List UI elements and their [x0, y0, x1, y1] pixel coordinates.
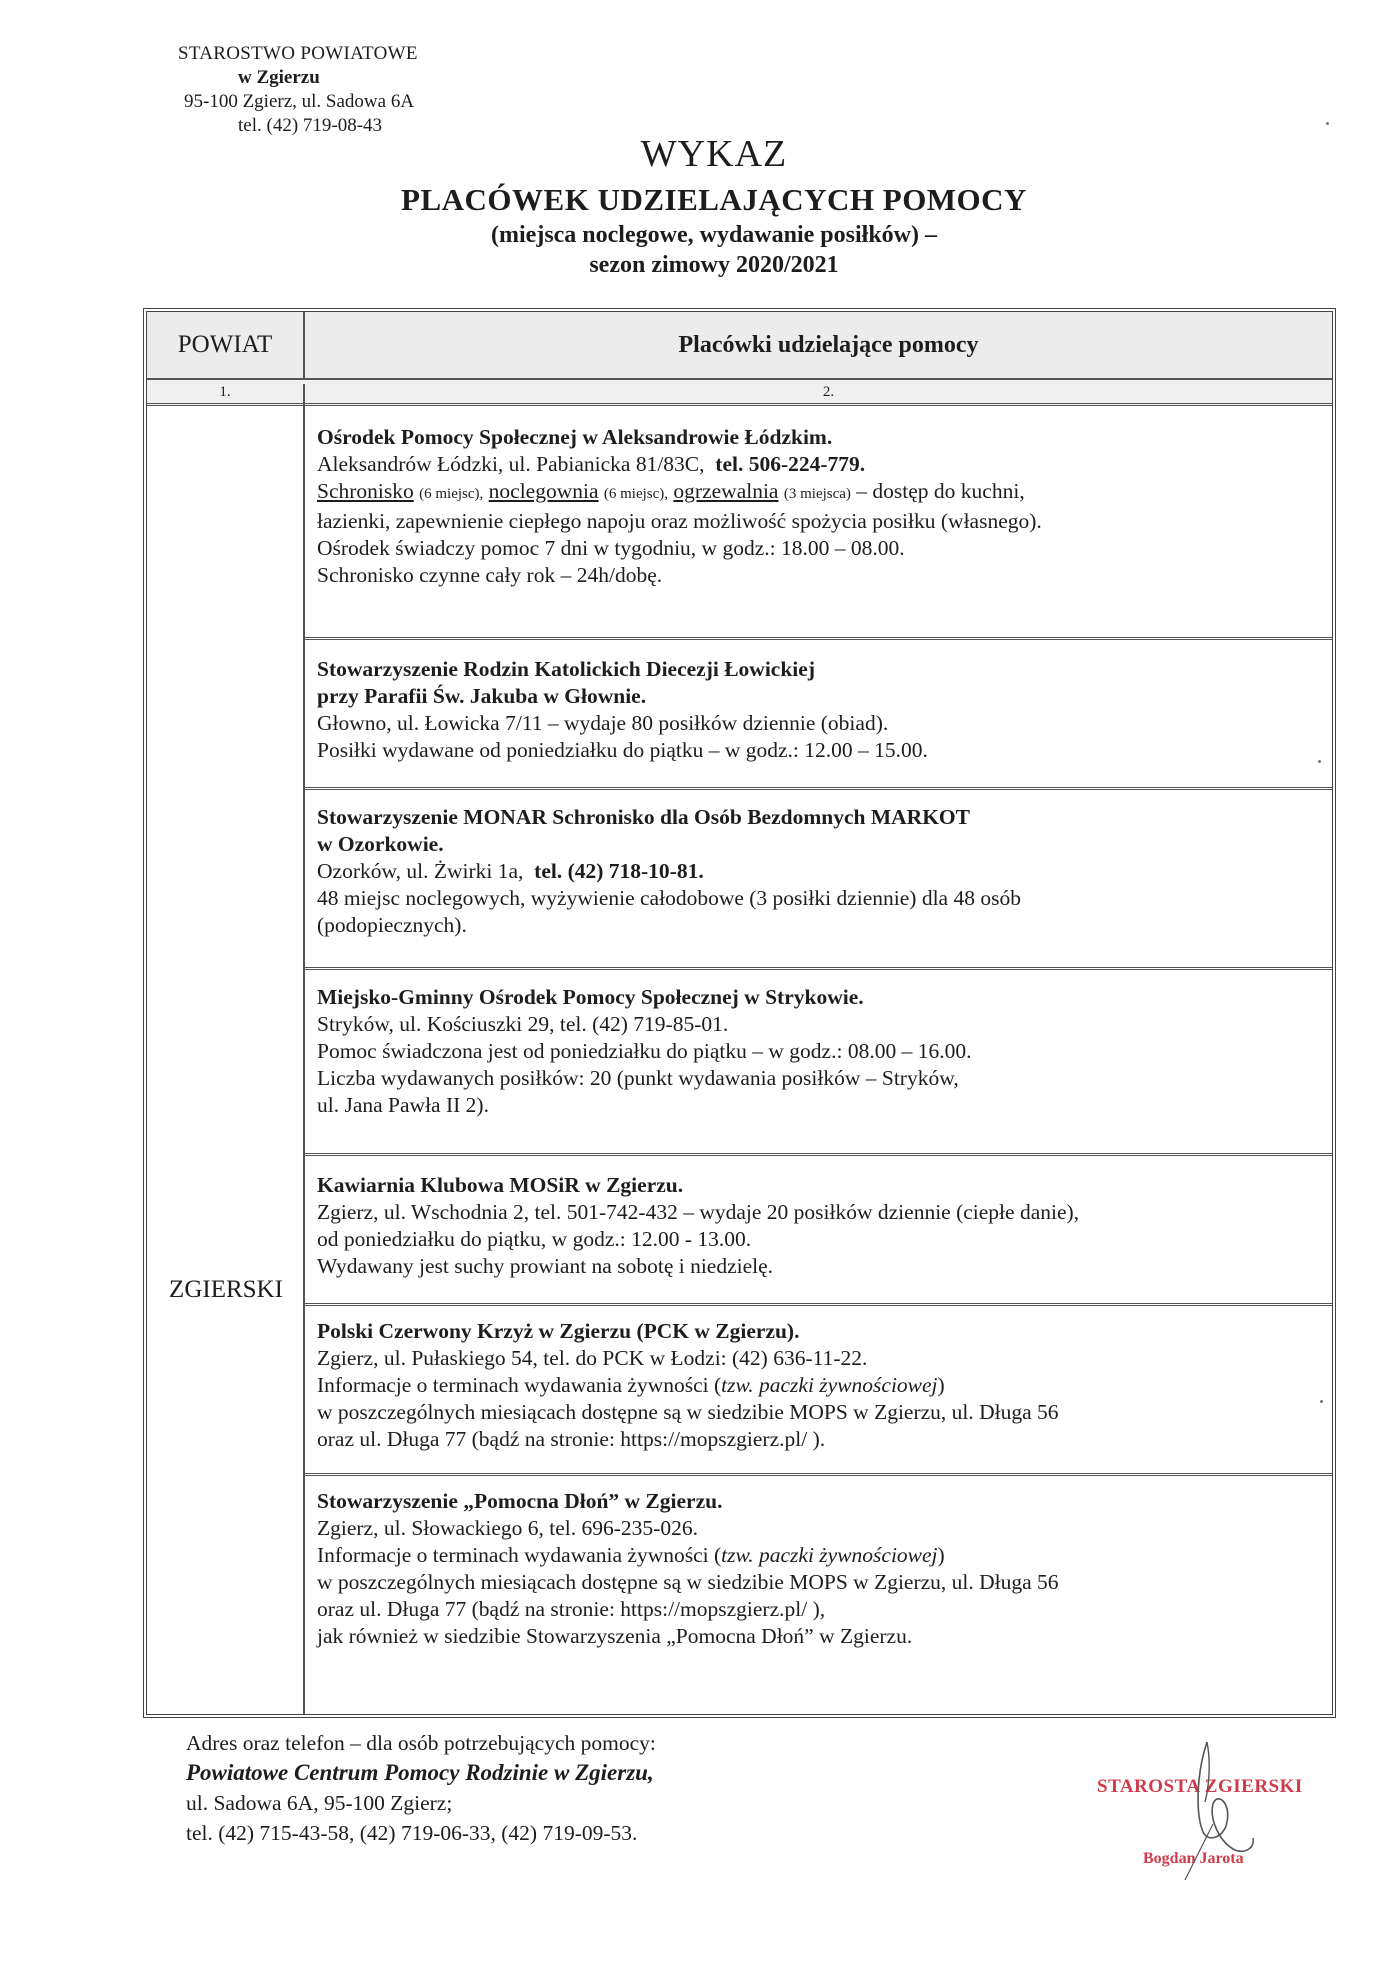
col-header-facilities: Placówki udzielające pomocy [678, 331, 979, 358]
footer-contact [186, 1728, 656, 1848]
service-warming-room: ogrzewalnia [673, 479, 779, 503]
facility-address: Ozorków, ul. Żwirki 1a, [317, 859, 524, 883]
facility-name: Polski Czerwony Krzyż w Zgierzu (PCK w Zgierzu). [317, 1319, 800, 1343]
facility-hours: od poniedziałku do piątku, w godz.: 12.00 - 13.00. [317, 1227, 752, 1251]
office-name: STAROSTWO POWIATOWE [178, 43, 418, 64]
facility-address: Głowno, ul. Łowicka 7/11 – wydaje 80 posiłków dziennie (obiad). [317, 711, 889, 735]
facility-info-line [317, 1372, 1332, 1399]
facility-entry [305, 406, 1332, 640]
facility-address: Aleksandrów Łódzki, ul. Pabianicka 81/83C, [317, 452, 705, 476]
facility-availability: Schronisko czynne cały rok – 24h/dobę. [317, 563, 663, 587]
facility-info-end: ) [937, 1543, 945, 1567]
facility-hours: Ośrodek świadczy pomoc 7 dni w tygodniu, w godz.: 18.00 – 08.00. [317, 536, 905, 560]
facility-name: Stowarzyszenie „Pomocna Dłoń” w Zgierzu. [317, 1489, 723, 1513]
facility-entry [305, 640, 1332, 790]
facility-hours: Posiłki wydawane od poniedziałku do piątku – w godz.: 12.00 – 15.00. [317, 738, 928, 762]
footer-institution: Powiatowe Centrum Pomocy Rodzinie w Zgierzu, [186, 1760, 654, 1785]
facility-entry [305, 1306, 1332, 1476]
service-night-shelter-places: (6 miejsc), [603, 486, 669, 502]
facility-address-line [317, 858, 1332, 885]
col-number-2: 2. [822, 384, 835, 400]
document-season: sezon zimowy 2020/2021 [589, 252, 839, 278]
footer-phones: tel. (42) 715-43-58, (42) 719-06-33, (42) 719-09-53. [186, 1821, 638, 1845]
facility-entry [305, 1156, 1332, 1306]
facility-name: Kawiarnia Klubowa MOSiR w Zgierzu. [317, 1173, 684, 1197]
office-stamp [178, 42, 418, 138]
official-seal [1085, 1732, 1325, 1882]
facility-name: Stowarzyszenie Rodzin Katolickich Diecezji Łowickiej [317, 657, 815, 681]
col-number-1: 1. [147, 384, 305, 406]
facility-phone: tel. 506-224-779. [715, 452, 866, 476]
facility-address-line [317, 451, 1332, 478]
service-access-text: – dostęp do kuchni, [856, 479, 1025, 503]
facility-info-italic: tzw. paczki żywnościowej [721, 1373, 938, 1397]
office-address: 95-100 Zgierz, ul. Sadowa 6A [184, 91, 415, 112]
facility-detail-cont: (podopiecznych). [317, 913, 467, 937]
service-warming-room-places: (3 miejsca) [783, 486, 851, 502]
facility-name: Miejsko-Gminny Ośrodek Pomocy Społecznej w Strykowie. [317, 985, 864, 1009]
office-city: w Zgierzu [238, 67, 320, 88]
powiat-column [147, 406, 305, 1714]
service-night-shelter: noclegownia [488, 479, 599, 503]
document-title-block [0, 132, 1400, 280]
service-shelter-places: (6 miejsc), [419, 486, 484, 502]
facilities-list [305, 406, 1332, 1714]
facility-info-cont: w poszczególnych miesiącach dostępne są w siedzibie MOPS w Zgierzu, ul. Długa 56 [317, 1570, 1059, 1594]
document-subtitle: PLACÓWEK UDZIELAJĄCYCH POMOCY [401, 182, 1027, 217]
scan-speck [1320, 1400, 1323, 1403]
office-phone: tel. (42) 719-08-43 [238, 115, 383, 136]
footer-intro: Adres oraz telefon – dla osób potrzebujących pomocy: [186, 1731, 656, 1755]
facility-meals-cont: ul. Jana Pawła II 2). [317, 1093, 489, 1117]
facility-info-cont: w poszczególnych miesiącach dostępne są w siedzibie MOPS w Zgierzu, ul. Długa 56 [317, 1400, 1059, 1424]
facility-entry [305, 790, 1332, 970]
facility-info: Informacje o terminach wydawania żywności ( [317, 1543, 722, 1567]
facility-info-end: ) [937, 1373, 945, 1397]
facility-address: Zgierz, ul. Wschodnia 2, tel. 501-742-432 – wydaje 20 posiłków dziennie (ciepłe danie), [317, 1200, 1080, 1224]
facility-name: Stowarzyszenie MONAR Schronisko dla Osób Bezdomnych MARKOT [317, 805, 970, 829]
facility-services-line [317, 478, 1332, 508]
facility-info-link[interactable]: oraz ul. Długa 77 (bądź na stronie: https://mopszgierz.pl/ ), [317, 1597, 826, 1621]
table-header-row [147, 312, 1332, 380]
facility-detail: łazienki, zapewnienie ciepłego napoju oraz możliwość spożycia posiłku (własnego). [317, 509, 1042, 533]
col-header-powiat: POWIAT [147, 312, 305, 378]
facility-entry [305, 970, 1332, 1156]
scan-speck [1326, 122, 1329, 125]
facility-info: Informacje o terminach wydawania żywności ( [317, 1373, 722, 1397]
facility-hours: Pomoc świadczona jest od poniedziałku do piątku – w godz.: 08.00 – 16.00. [317, 1039, 972, 1063]
facility-name: Ośrodek Pomocy Społecznej w Aleksandrowie Łódzkim. [317, 425, 833, 449]
facility-name-cont: w Ozorkowie. [317, 832, 444, 856]
document-subtitle-scope: (miejsca noclegowe, wydawanie posiłków) – [491, 222, 937, 248]
footer-address: ul. Sadowa 6A, 95-100 Zgierz; [186, 1791, 453, 1815]
facility-phone: tel. (42) 718-10-81. [534, 859, 704, 883]
seal-name: Bogdan Jarota [1143, 1850, 1244, 1867]
facility-entry [305, 1476, 1332, 1714]
scan-speck [1318, 760, 1321, 763]
signature-mark [1085, 1732, 1325, 1882]
facility-detail: 48 miejsc noclegowych, wyżywienie całodobowe (3 posiłki dziennie) dla 48 osób [317, 886, 1021, 910]
facility-address: Zgierz, ul. Pułaskiego 54, tel. do PCK w Łodzi: (42) 636-11-22. [317, 1346, 868, 1370]
powiat-name: ZGIERSKI [169, 1276, 283, 1303]
facility-detail: Wydawany jest suchy prowiant na sobotę i niedzielę. [317, 1254, 774, 1278]
facility-meals: Liczba wydawanych posiłków: 20 (punkt wydawania posiłków – Stryków, [317, 1066, 959, 1090]
service-shelter: Schronisko [317, 479, 414, 503]
facility-info-line [317, 1542, 1332, 1569]
facility-address: Stryków, ul. Kościuszki 29, tel. (42) 719-85-01. [317, 1012, 729, 1036]
facility-info-extra: jak również w siedzibie Stowarzyszenia „Pomocna Dłoń” w Zgierzu. [317, 1624, 913, 1648]
table-number-row [147, 380, 1332, 406]
facility-info-link[interactable]: oraz ul. Długa 77 (bądź na stronie: https://mopszgierz.pl/ ). [317, 1427, 826, 1451]
facilities-table [143, 308, 1336, 1718]
seal-title: STAROSTA ZGIERSKI [1097, 1776, 1303, 1797]
facility-info-italic: tzw. paczki żywnościowej [721, 1543, 938, 1567]
facility-name-cont: przy Parafii Św. Jakuba w Głownie. [317, 684, 647, 708]
document-title: WYKAZ [640, 133, 788, 175]
facility-address: Zgierz, ul. Słowackiego 6, tel. 696-235-026. [317, 1516, 698, 1540]
